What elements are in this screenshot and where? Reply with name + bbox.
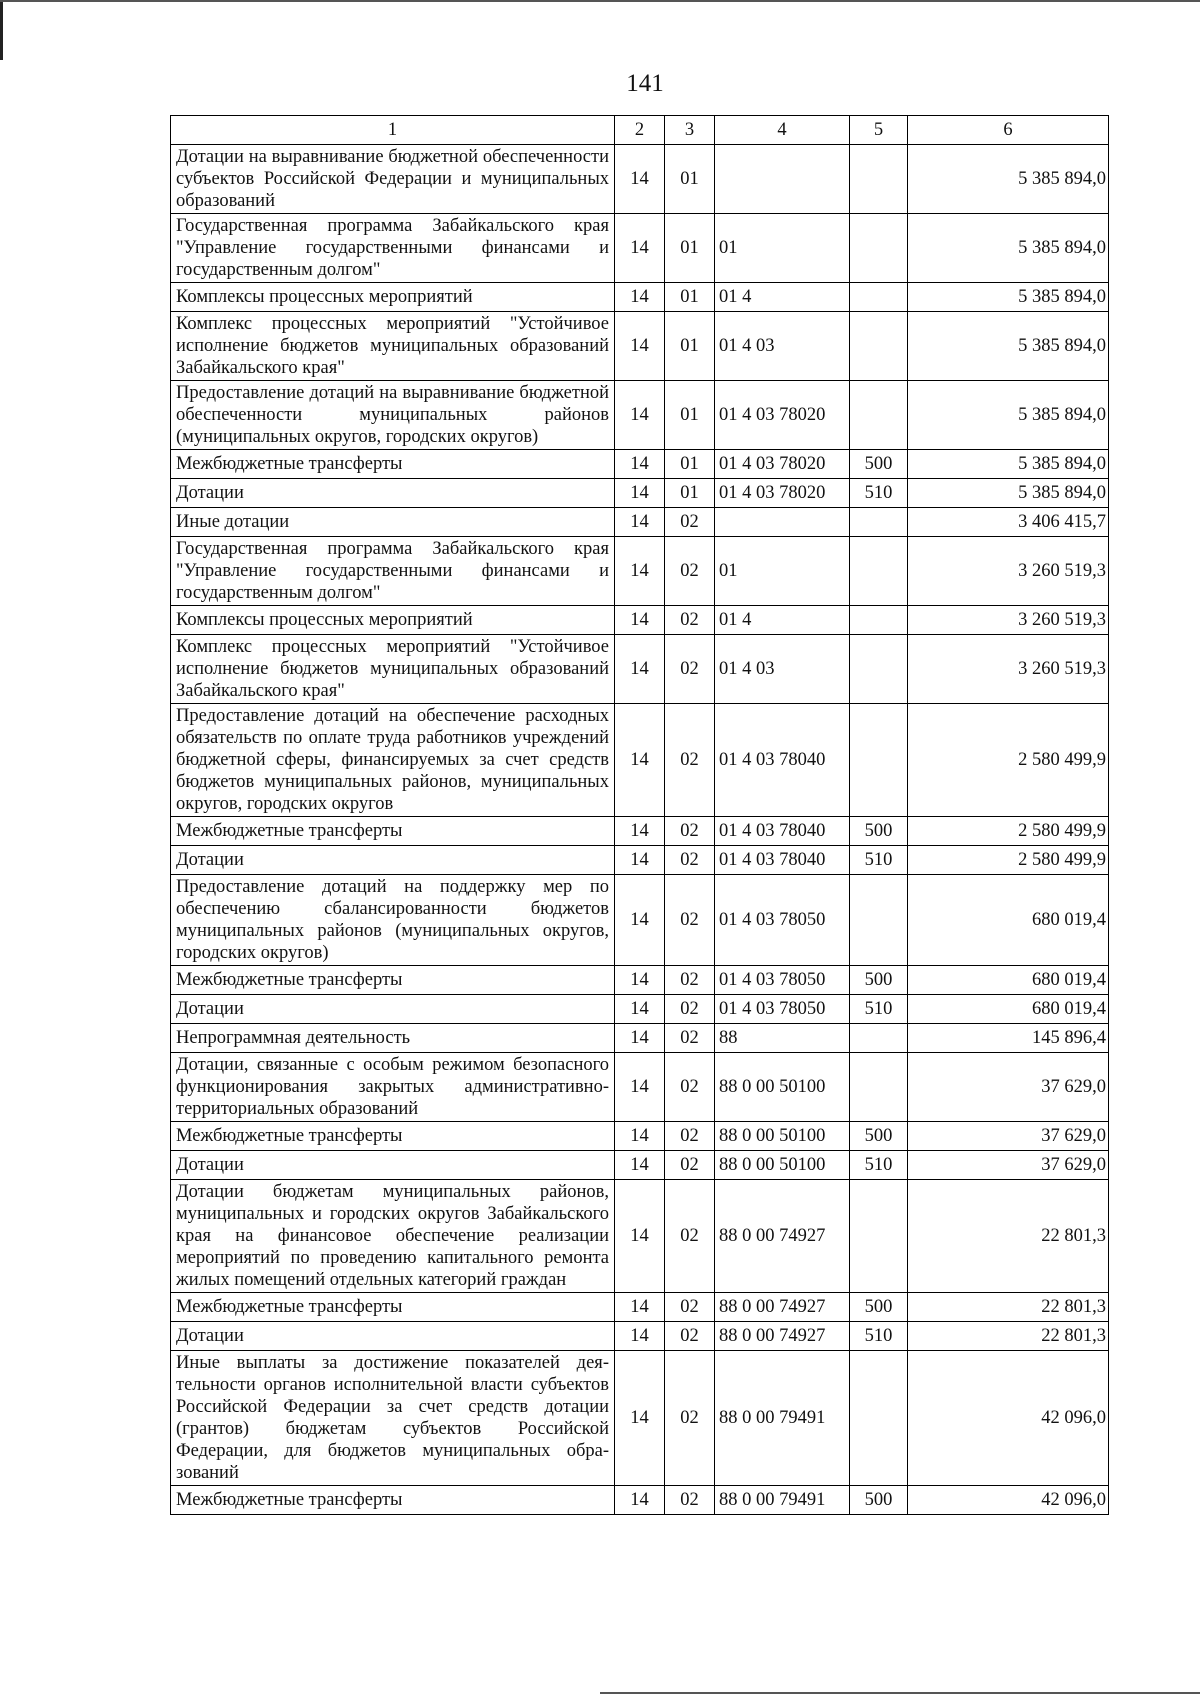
program-code-cell: 01 4 03 78050 [715,966,850,995]
amount-cell: 2 580 499,9 [908,846,1109,875]
row-name-cell: Дотации [171,846,615,875]
section-code-cell: 14 [615,606,665,635]
expense-type-cell [850,1180,908,1293]
row-name-cell: Дотации, связанные с особым режимом безопасного функционирования закрытых административно-территориальных образований [171,1053,615,1122]
section-code-cell: 14 [615,145,665,214]
section-code-cell: 14 [615,1293,665,1322]
scan-edge-top [0,0,1200,2]
column-header-3: 3 [665,116,715,145]
page-number: 141 [626,70,664,97]
table-row [171,1053,1109,1122]
subsection-code-cell: 02 [665,508,715,537]
program-code-cell: 88 0 00 50100 [715,1151,850,1180]
table-row [171,312,1109,381]
amount-cell: 5 385 894,0 [908,214,1109,283]
subsection-code-cell: 01 [665,283,715,312]
program-code-cell [715,145,850,214]
program-code-cell: 01 4 03 [715,312,850,381]
expense-type-cell [850,1351,908,1486]
row-name-cell: Дотации бюджетам муниципальных районов, муниципальных и городских округов Забайкальского края на финансовое обеспечение реализации мероприятий по проведению капитального ремонта жилых помещений отдельных категорий граждан [171,1180,615,1293]
table-row [171,145,1109,214]
subsection-code-cell: 02 [665,995,715,1024]
expense-type-cell: 500 [850,1122,908,1151]
program-code-cell: 88 0 00 50100 [715,1122,850,1151]
column-header-1: 1 [171,116,615,145]
expense-type-cell [850,606,908,635]
subsection-code-cell: 02 [665,1293,715,1322]
amount-cell: 5 385 894,0 [908,450,1109,479]
row-name-cell: Предоставление дотаций на поддержку мер по обеспечению сбалансированности бюджетов муниципальных районов (муниципальных округов, городских округов) [171,875,615,966]
subsection-code-cell: 02 [665,635,715,704]
table-row [171,606,1109,635]
section-code-cell: 14 [615,1024,665,1053]
amount-cell: 5 385 894,0 [908,145,1109,214]
column-header-5: 5 [850,116,908,145]
expense-type-cell [850,1053,908,1122]
subsection-code-cell: 01 [665,479,715,508]
section-code-cell: 14 [615,283,665,312]
row-name-cell: Иные выплаты за достижение показателей деятельности органов исполнительной власти субъектов Российской Федерации за счет средств дотации (грантов) бюджетам субъектов Российской Федерации, для бюджетов муниципальных образований [171,1351,615,1486]
row-name-cell: Иные дотации [171,508,615,537]
table-row [171,450,1109,479]
header-row [171,116,1109,145]
amount-cell: 680 019,4 [908,995,1109,1024]
expense-type-cell: 500 [850,450,908,479]
amount-cell: 680 019,4 [908,966,1109,995]
row-name-cell: Межбюджетные трансферты [171,1293,615,1322]
row-name-cell: Непрограммная деятельность [171,1024,615,1053]
row-name-cell: Комплекс процессных мероприятий "Устойчивое исполнение бюджетов муниципальных образований Забайкальского края" [171,635,615,704]
table-row [171,1024,1109,1053]
expense-type-cell: 500 [850,1486,908,1515]
table-row [171,1322,1109,1351]
row-name-cell: Комплексы процессных мероприятий [171,606,615,635]
subsection-code-cell: 01 [665,450,715,479]
program-code-cell: 88 0 00 74927 [715,1293,850,1322]
row-name-cell: Межбюджетные трансферты [171,817,615,846]
row-name-cell: Межбюджетные трансферты [171,1122,615,1151]
amount-cell: 680 019,4 [908,875,1109,966]
subsection-code-cell: 02 [665,875,715,966]
section-code-cell: 14 [615,846,665,875]
expense-type-cell [850,312,908,381]
amount-cell: 3 260 519,3 [908,606,1109,635]
subsection-code-cell: 02 [665,846,715,875]
scan-edge-bottom [600,1692,1200,1694]
row-name-cell: Дотации [171,1151,615,1180]
table-row [171,1293,1109,1322]
subsection-code-cell: 02 [665,1486,715,1515]
row-name-cell: Межбюджетные трансферты [171,966,615,995]
expense-type-cell [850,635,908,704]
expense-type-cell [850,508,908,537]
table-row [171,214,1109,283]
amount-cell: 2 580 499,9 [908,704,1109,817]
amount-cell: 5 385 894,0 [908,381,1109,450]
subsection-code-cell: 02 [665,606,715,635]
row-name-cell: Межбюджетные трансферты [171,450,615,479]
row-name-cell: Государственная программа Забайкальского края "Управление государственными финансами и государственным долгом" [171,214,615,283]
section-code-cell: 14 [615,995,665,1024]
subsection-code-cell: 02 [665,1151,715,1180]
subsection-code-cell: 01 [665,312,715,381]
table-body [171,145,1109,1515]
amount-cell: 2 580 499,9 [908,817,1109,846]
expense-type-cell [850,283,908,312]
table-row [171,1486,1109,1515]
section-code-cell: 14 [615,1151,665,1180]
amount-cell: 5 385 894,0 [908,312,1109,381]
expense-type-cell: 510 [850,846,908,875]
program-code-cell: 01 4 03 78020 [715,450,850,479]
amount-cell: 5 385 894,0 [908,283,1109,312]
subsection-code-cell: 01 [665,214,715,283]
section-code-cell: 14 [615,381,665,450]
amount-cell: 3 406 415,7 [908,508,1109,537]
expense-type-cell: 500 [850,817,908,846]
subsection-code-cell: 02 [665,1024,715,1053]
amount-cell: 22 801,3 [908,1293,1109,1322]
table-row [171,283,1109,312]
section-code-cell: 14 [615,537,665,606]
amount-cell: 145 896,4 [908,1024,1109,1053]
subsection-code-cell: 02 [665,1053,715,1122]
table-row [171,479,1109,508]
expense-type-cell [850,1024,908,1053]
table-row [171,635,1109,704]
subsection-code-cell: 02 [665,1122,715,1151]
program-code-cell: 01 4 03 78020 [715,479,850,508]
expense-type-cell [850,214,908,283]
section-code-cell: 14 [615,817,665,846]
section-code-cell: 14 [615,312,665,381]
section-code-cell: 14 [615,1122,665,1151]
section-code-cell: 14 [615,1486,665,1515]
section-code-cell: 14 [615,214,665,283]
amount-cell: 5 385 894,0 [908,479,1109,508]
amount-cell: 22 801,3 [908,1180,1109,1293]
section-code-cell: 14 [615,1053,665,1122]
expense-type-cell: 510 [850,1151,908,1180]
section-code-cell: 14 [615,1322,665,1351]
amount-cell: 3 260 519,3 [908,635,1109,704]
amount-cell: 42 096,0 [908,1486,1109,1515]
expense-type-cell [850,381,908,450]
row-name-cell: Предоставление дотаций на обеспечение расходных обязательств по оплате труда работников учреждений бюджетной сферы, финансируемых за счет средств бюджетов муниципальных районов, муниципальных округов, городских округов [171,704,615,817]
table-row [171,995,1109,1024]
subsection-code-cell: 02 [665,1351,715,1486]
table-row [171,1351,1109,1486]
amount-cell: 37 629,0 [908,1122,1109,1151]
expense-type-cell: 500 [850,1293,908,1322]
table-row [171,704,1109,817]
column-header-4: 4 [715,116,850,145]
program-code-cell: 01 4 03 78020 [715,381,850,450]
table-header [171,116,1109,145]
row-name-cell: Предоставление дотаций на выравнивание бюджетной обеспеченности муниципальных районов (муниципальных округов, городских округов) [171,381,615,450]
program-code-cell: 01 4 [715,283,850,312]
subsection-code-cell: 02 [665,966,715,995]
section-code-cell: 14 [615,875,665,966]
subsection-code-cell: 02 [665,1322,715,1351]
program-code-cell: 88 0 00 74927 [715,1322,850,1351]
section-code-cell: 14 [615,479,665,508]
table-row [171,1122,1109,1151]
program-code-cell: 01 4 03 [715,635,850,704]
subsection-code-cell: 02 [665,817,715,846]
expense-type-cell [850,875,908,966]
program-code-cell: 88 0 00 79491 [715,1486,850,1515]
section-code-cell: 14 [615,1351,665,1486]
amount-cell: 37 629,0 [908,1151,1109,1180]
budget-table [170,115,1109,1515]
subsection-code-cell: 02 [665,1180,715,1293]
expense-type-cell [850,145,908,214]
program-code-cell: 01 4 03 78040 [715,846,850,875]
program-code-cell: 88 [715,1024,850,1053]
program-code-cell: 01 4 03 78040 [715,817,850,846]
row-name-cell: Комплексы процессных мероприятий [171,283,615,312]
expense-type-cell [850,704,908,817]
amount-cell: 37 629,0 [908,1053,1109,1122]
column-header-6: 6 [908,116,1109,145]
amount-cell: 22 801,3 [908,1322,1109,1351]
section-code-cell: 14 [615,966,665,995]
subsection-code-cell: 01 [665,381,715,450]
section-code-cell: 14 [615,1180,665,1293]
program-code-cell: 01 4 03 78050 [715,995,850,1024]
table-row [171,537,1109,606]
table-row [171,966,1109,995]
table-row [171,508,1109,537]
row-name-cell: Дотации [171,995,615,1024]
section-code-cell: 14 [615,508,665,537]
subsection-code-cell: 01 [665,145,715,214]
expense-type-cell: 510 [850,1322,908,1351]
program-code-cell [715,508,850,537]
program-code-cell: 01 4 [715,606,850,635]
program-code-cell: 88 0 00 74927 [715,1180,850,1293]
program-code-cell: 01 [715,537,850,606]
expense-type-cell [850,537,908,606]
expense-type-cell: 510 [850,479,908,508]
row-name-cell: Межбюджетные трансферты [171,1486,615,1515]
row-name-cell: Комплекс процессных мероприятий "Устойчивое исполнение бюджетов муниципальных образований Забайкальского края" [171,312,615,381]
amount-cell: 3 260 519,3 [908,537,1109,606]
table-row [171,381,1109,450]
table-row [171,817,1109,846]
expense-type-cell: 500 [850,966,908,995]
section-code-cell: 14 [615,704,665,817]
program-code-cell: 01 [715,214,850,283]
row-name-cell: Дотации [171,479,615,508]
table-row [171,875,1109,966]
expense-type-cell: 510 [850,995,908,1024]
program-code-cell: 01 4 03 78050 [715,875,850,966]
scan-edge-left [0,0,3,60]
subsection-code-cell: 02 [665,537,715,606]
row-name-cell: Дотации на выравнивание бюджетной обеспеченности субъектов Российской Федерации и муниципальных образований [171,145,615,214]
table-row [171,1180,1109,1293]
table-row [171,1151,1109,1180]
program-code-cell: 88 0 00 50100 [715,1053,850,1122]
amount-cell: 42 096,0 [908,1351,1109,1486]
row-name-cell: Государственная программа Забайкальского края "Управление государственными финансами и государственным долгом" [171,537,615,606]
program-code-cell: 88 0 00 79491 [715,1351,850,1486]
column-header-2: 2 [615,116,665,145]
section-code-cell: 14 [615,635,665,704]
row-name-cell: Дотации [171,1322,615,1351]
table-row [171,846,1109,875]
subsection-code-cell: 02 [665,704,715,817]
program-code-cell: 01 4 03 78040 [715,704,850,817]
section-code-cell: 14 [615,450,665,479]
